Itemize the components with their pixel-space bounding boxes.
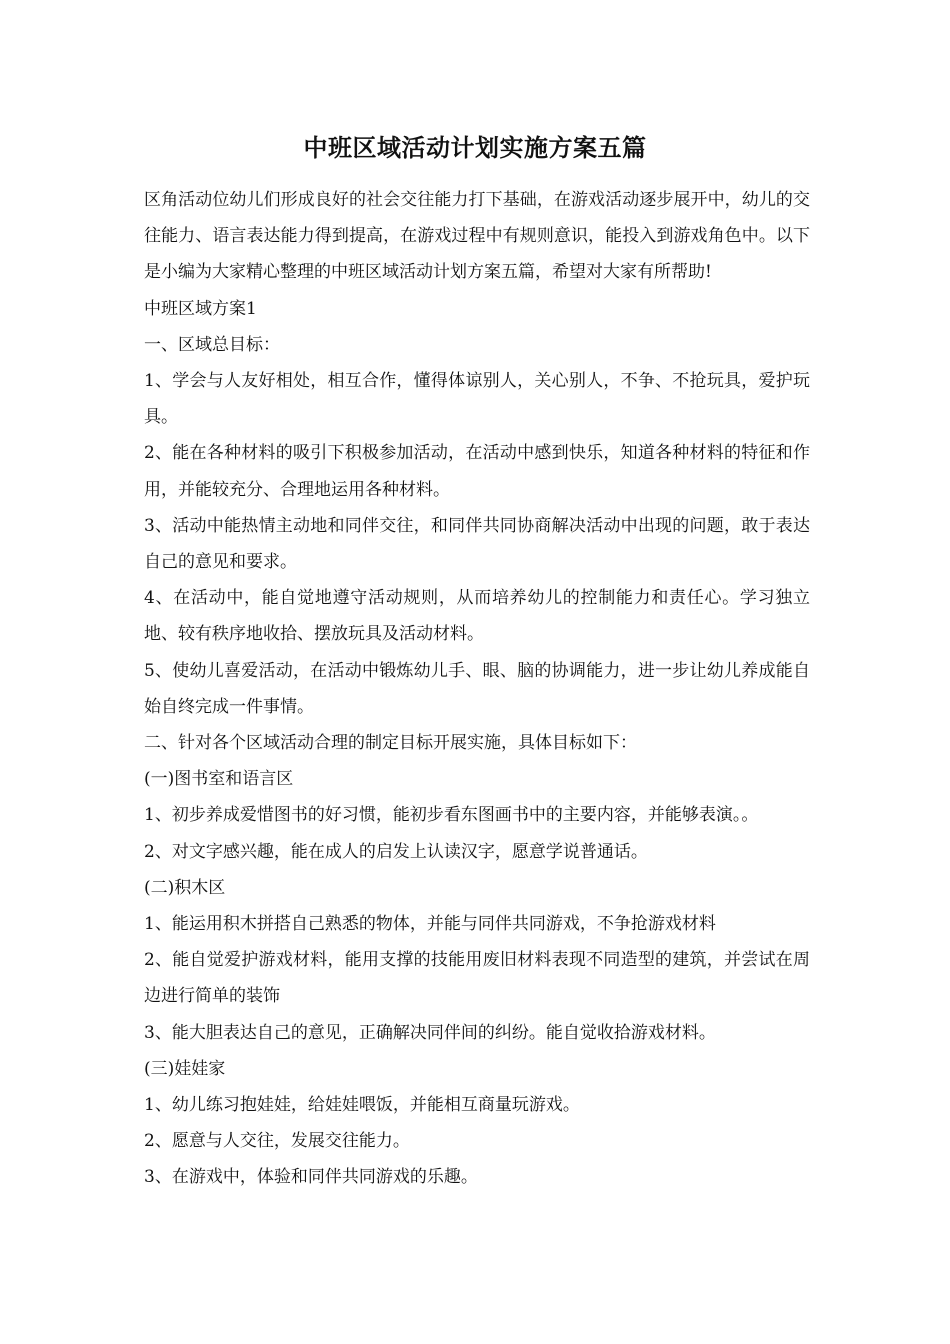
subsection-heading-library: (一)图书室和语言区 (144, 769, 294, 790)
section-heading-plan-1: 中班区域方案1 (144, 298, 257, 319)
goal-item-2: 2、能在各种材料的吸引下积极参加活动，在活动中感到快乐，知道各种材料的特征和作用，并能较充分、合理地运用各种材料。 (144, 443, 810, 500)
goal-item-1: 1、学会与人友好相处，相互合作，懂得体谅别人，关心别人，不争、不抢玩具，爱护玩具。 (144, 371, 810, 428)
section-heading-overall-goals: 一、区域总目标： (144, 334, 280, 355)
goal-item-3: 3、活动中能热情主动地和同伴交往，和同伴共同协商解决活动中出现的问题，敢于表达自己的意见和要求。 (144, 515, 810, 573)
document-title: 中班区域活动计划实施方案五篇 (303, 133, 647, 162)
blocks-item-3: 3、能大胆表达自己的意见，正确解决同伴间的纠纷。能自觉收拾游戏材料。 (144, 1022, 716, 1043)
doll-house-item-3: 3、在游戏中，体验和同伴共同游戏的乐趣。 (144, 1167, 478, 1188)
subsection-heading-blocks: (二)积木区 (144, 877, 226, 898)
goal-item-5: 5、使幼儿喜爱活动，在活动中锻炼幼儿手、眼、脑的协调能力，进一步让幼儿养成能自始自终完成一件事情。 (144, 660, 810, 717)
intro-paragraph: 区角活动位幼儿们形成良好的社会交往能力打下基础，在游戏活动逐步展开中，幼儿的交往能力、语言表达能力得到提高，在游戏过程中有规则意识，能投入到游戏角色中。以下是小编为大家精心整理的中班区域活动计划方案五篇，希望对大家有所帮助! (144, 190, 810, 283)
blocks-item-1: 1、能运用积木拼搭自己熟悉的物体，并能与同伴共同游戏，不争抢游戏材料 (144, 914, 716, 935)
library-item-1: 1、初步养成爱惜图书的好习惯，能初步看东图画书中的主要内容，并能够表演。。 (144, 805, 759, 826)
section-heading-area-goals: 二、针对各个区域活动合理的制定目标开展实施，具体目标如下： (144, 733, 637, 754)
document-body (144, 182, 810, 1196)
subsection-heading-doll-house: (三)娃娃家 (144, 1058, 226, 1079)
doll-house-item-1: 1、幼儿练习抱娃娃，给娃娃喂饭，并能相互商量玩游戏。 (144, 1095, 580, 1116)
library-item-2: 2、对文字感兴趣，能在成人的启发上认读汉字，愿意学说普通话。 (144, 841, 648, 862)
blocks-item-2: 2、能自觉爱护游戏材料，能用支撑的技能用废旧材料表现不同造型的建筑，并尝试在周边进行简单的装饰 (144, 950, 810, 1007)
doll-house-item-2: 2、愿意与人交往，发展交往能力。 (144, 1131, 410, 1152)
goal-item-4: 4、在活动中，能自觉地遵守活动规则，从而培养幼儿的控制能力和责任心。学习独立地、较有秩序地收拾、摆放玩具及活动材料。 (144, 588, 810, 645)
